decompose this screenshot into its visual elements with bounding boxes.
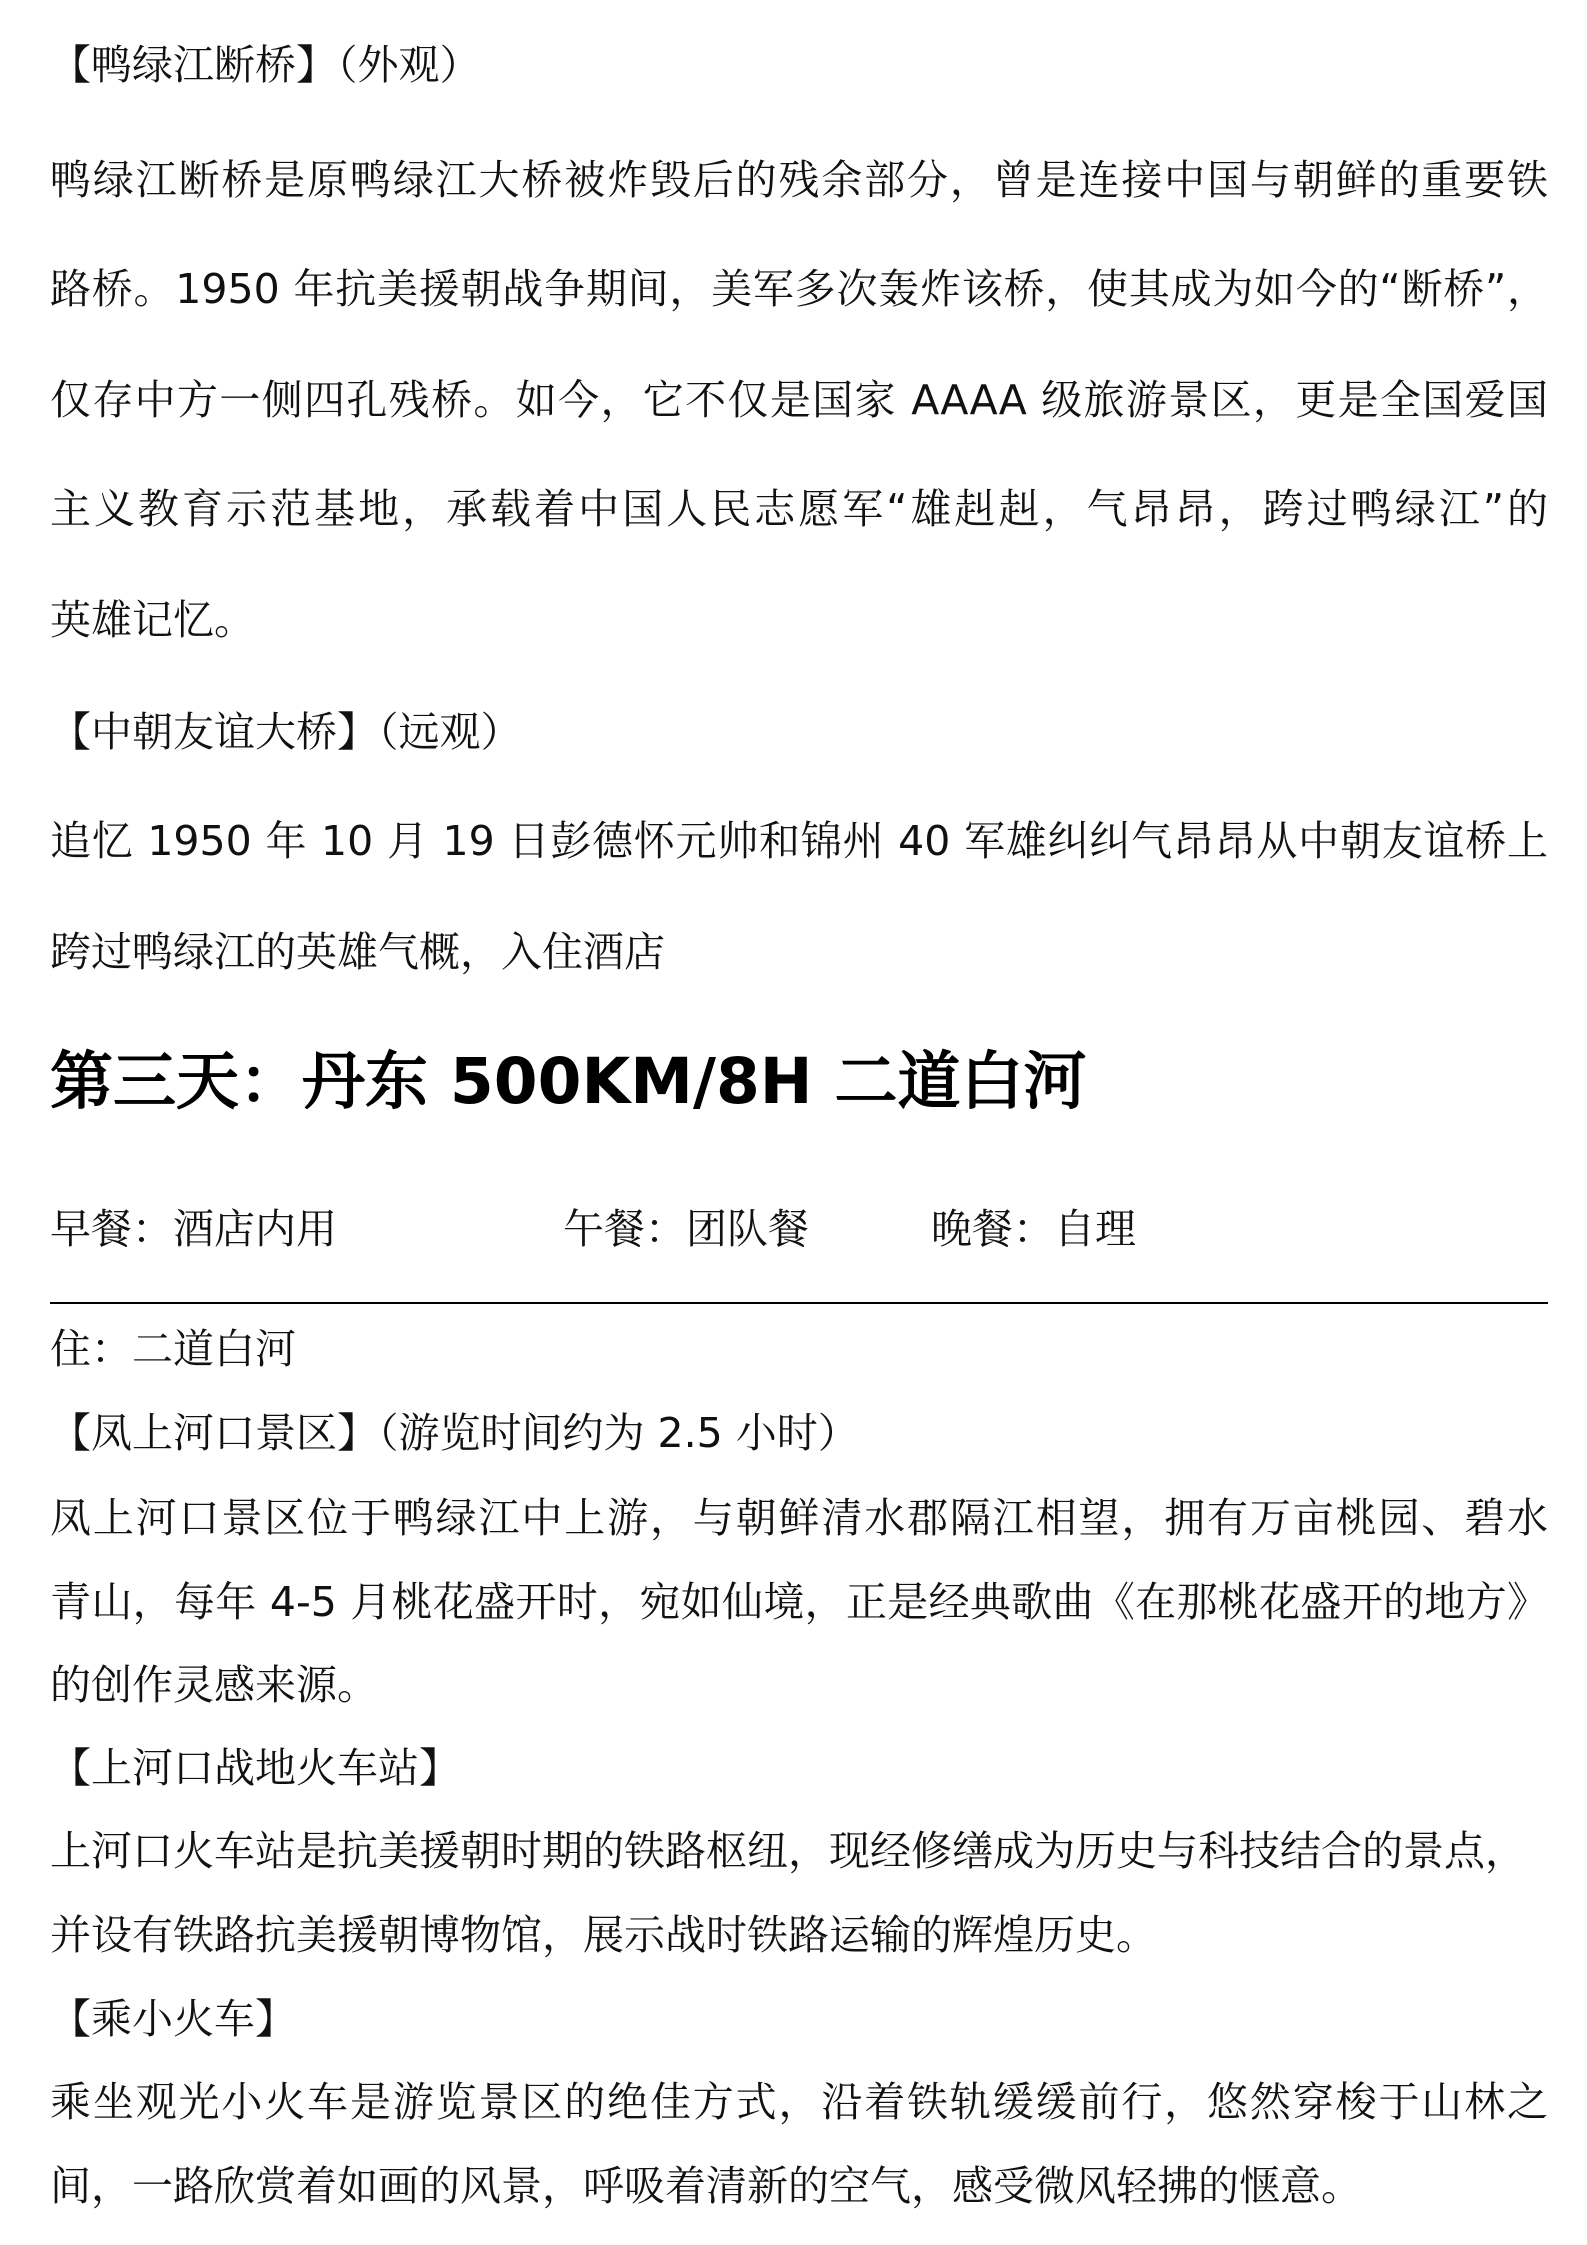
- spot-title-small-train: 【乘小火车】: [50, 1995, 296, 2043]
- paragraph-line: 乘坐观光小火车是游览景区的绝佳方式，沿着铁轨缓缓前行，悠然穿梭于山林之: [50, 2078, 1548, 2126]
- paragraph-line: 上河口火车站是抗美援朝时期的铁路枢纽，现经修缮成为历史与科技结合的景点，: [50, 1827, 1526, 1875]
- paragraph-line: 凤上河口景区位于鸭绿江中上游，与朝鲜清水郡隔江相望，拥有万亩桃园、碧水: [50, 1494, 1548, 1542]
- paragraph-line: 仅存中方一侧四孔残桥。如今，它不仅是国家 AAAA 级旅游景区，更是全国爱国: [50, 376, 1548, 424]
- spot-title-broken-bridge: 【鸭绿江断桥】（外观）: [50, 41, 481, 89]
- day-heading: 第三天：丹东 500KM/8H 二道白河: [50, 1045, 1087, 1118]
- spot-title-friendship-bridge: 【中朝友谊大桥】（远观）: [50, 708, 522, 756]
- paragraph-line: 路桥。1950 年抗美援朝战争期间，美军多次轰炸该桥，使其成为如今的“断桥”，: [50, 265, 1548, 313]
- spot-title-train-station: 【上河口战地火车站】: [50, 1744, 460, 1792]
- paragraph-line: 的创作灵感来源。: [50, 1661, 378, 1709]
- spot-title-scenic-area: 【凤上河口景区】（游览时间约为 2.5 小时）: [50, 1409, 859, 1457]
- paragraph-line: 跨过鸭绿江的英雄气概，入住酒店: [50, 928, 665, 976]
- paragraph-line: 并设有铁路抗美援朝博物馆，展示战时铁路运输的辉煌历史。: [50, 1911, 1157, 1959]
- paragraph-line: 青山，每年 4-5 月桃花盛开时，宛如仙境，正是经典歌曲《在那桃花盛开的地方》: [50, 1578, 1548, 1626]
- paragraph-line: 鸭绿江断桥是原鸭绿江大桥被炸毁后的残余部分，曾是连接中国与朝鲜的重要铁: [50, 156, 1548, 204]
- meal-dinner: 晚餐：自理: [931, 1205, 1136, 1253]
- paragraph-line: 追忆 1950 年 10 月 19 日彭德怀元帅和锦州 40 军雄纠纠气昂昂从中朝友谊桥上: [50, 817, 1548, 865]
- divider: [50, 1302, 1548, 1304]
- meal-lunch: 午餐：团队餐: [563, 1205, 809, 1253]
- paragraph-line: 英雄记忆。: [50, 596, 255, 644]
- paragraph-line: 主义教育示范基地，承载着中国人民志愿军“雄赳赳，气昂昂，跨过鸭绿江”的: [50, 485, 1548, 533]
- accommodation: 住：二道白河: [50, 1325, 296, 1373]
- meal-breakfast: 早餐：酒店内用: [50, 1205, 337, 1253]
- paragraph-line: 间，一路欣赏着如画的风景，呼吸着清新的空气，感受微风轻拂的惬意。: [50, 2162, 1362, 2210]
